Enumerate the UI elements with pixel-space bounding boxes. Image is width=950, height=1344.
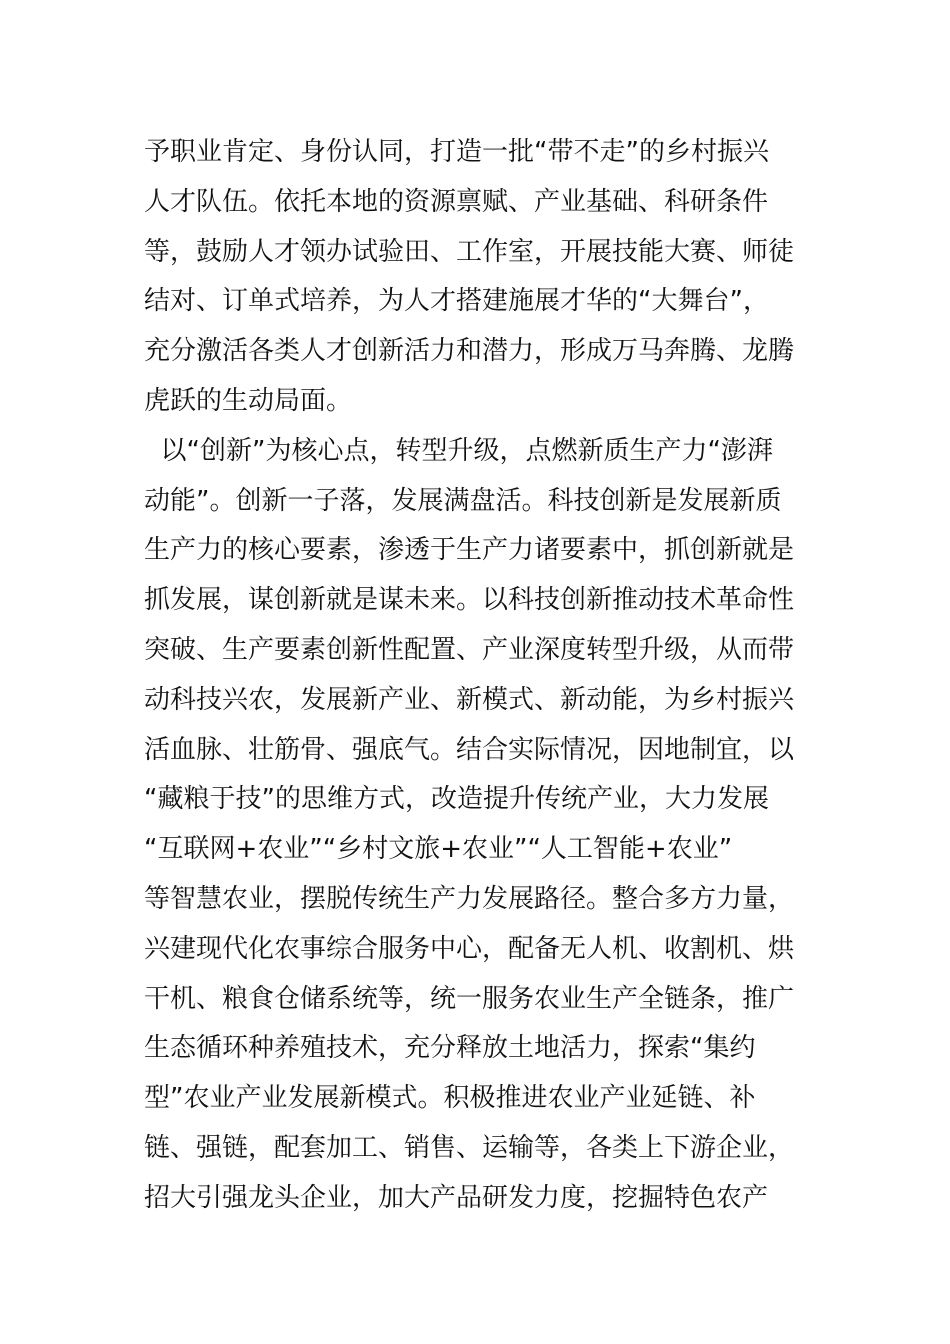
text-line: 虎跃的生动局面。 xyxy=(144,385,353,416)
text-line: 突破、生产要素创新性配置、产业深度转型升级，从而带 xyxy=(144,634,795,665)
text-line: 以“创新”为核心点，转型升级，点燃新质生产力“澎湃 xyxy=(144,435,773,466)
body-text xyxy=(144,128,824,1224)
text-line: 等智慧农业，摆脱传统生产力发展路径。整合多方力量， xyxy=(144,883,795,914)
text-line: 结对、订单式培养，为人才搭建施展才华的“大舞台”， xyxy=(144,286,769,317)
text-line: 动能”。创新一子落，发展满盘活。科技创新是发展新质 xyxy=(144,485,782,516)
text-line: 兴建现代化农事综合服务中心，配备无人机、收割机、烘 xyxy=(144,933,795,964)
text-line: 型”农业产业发展新模式。积极推进农业产业延链、补 xyxy=(144,1083,756,1114)
text-line: 抓发展，谋创新就是谋未来。以科技创新推动技术革命性 xyxy=(144,585,795,616)
text-line: 干机、粮食仓储系统等，统一服务农业生产全链条，推广 xyxy=(144,983,795,1014)
text-line: 充分激活各类人才创新活力和潜力，形成万马奔腾、龙腾 xyxy=(144,336,795,367)
text-line: 生产力的核心要素，渗透于生产力诸要素中，抓创新就是 xyxy=(144,535,795,566)
text-line: 招大引强龙头企业，加大产品研发力度，挖掘特色农产 xyxy=(144,1182,769,1213)
text-line: 链、强链，配套加工、销售、运输等，各类上下游企业， xyxy=(144,1132,795,1163)
text-line: 动科技兴农，发展新产业、新模式、新动能，为乡村振兴 xyxy=(144,684,795,715)
text-line: “藏粮于技”的思维方式，改造提升传统产业，大力发展 xyxy=(144,784,769,815)
text-line: 生态循环种养殖技术，充分释放土地活力，探索“集约 xyxy=(144,1033,756,1064)
text-line: 人才队伍。依托本地的资源禀赋、产业基础、科研条件 xyxy=(144,186,769,217)
text-line: “互联网+农业”“乡村文旅+农业”“人工智能+农业” xyxy=(144,834,733,865)
text-line: 活血脉、壮筋骨、强底气。结合实际情况，因地制宜，以 xyxy=(144,734,795,765)
text-line: 予职业肯定、身份认同，打造一批“带不走”的乡村振兴 xyxy=(144,137,769,167)
text-line: 等，鼓励人才领办试验田、工作室，开展技能大赛、师徒 xyxy=(144,236,795,267)
